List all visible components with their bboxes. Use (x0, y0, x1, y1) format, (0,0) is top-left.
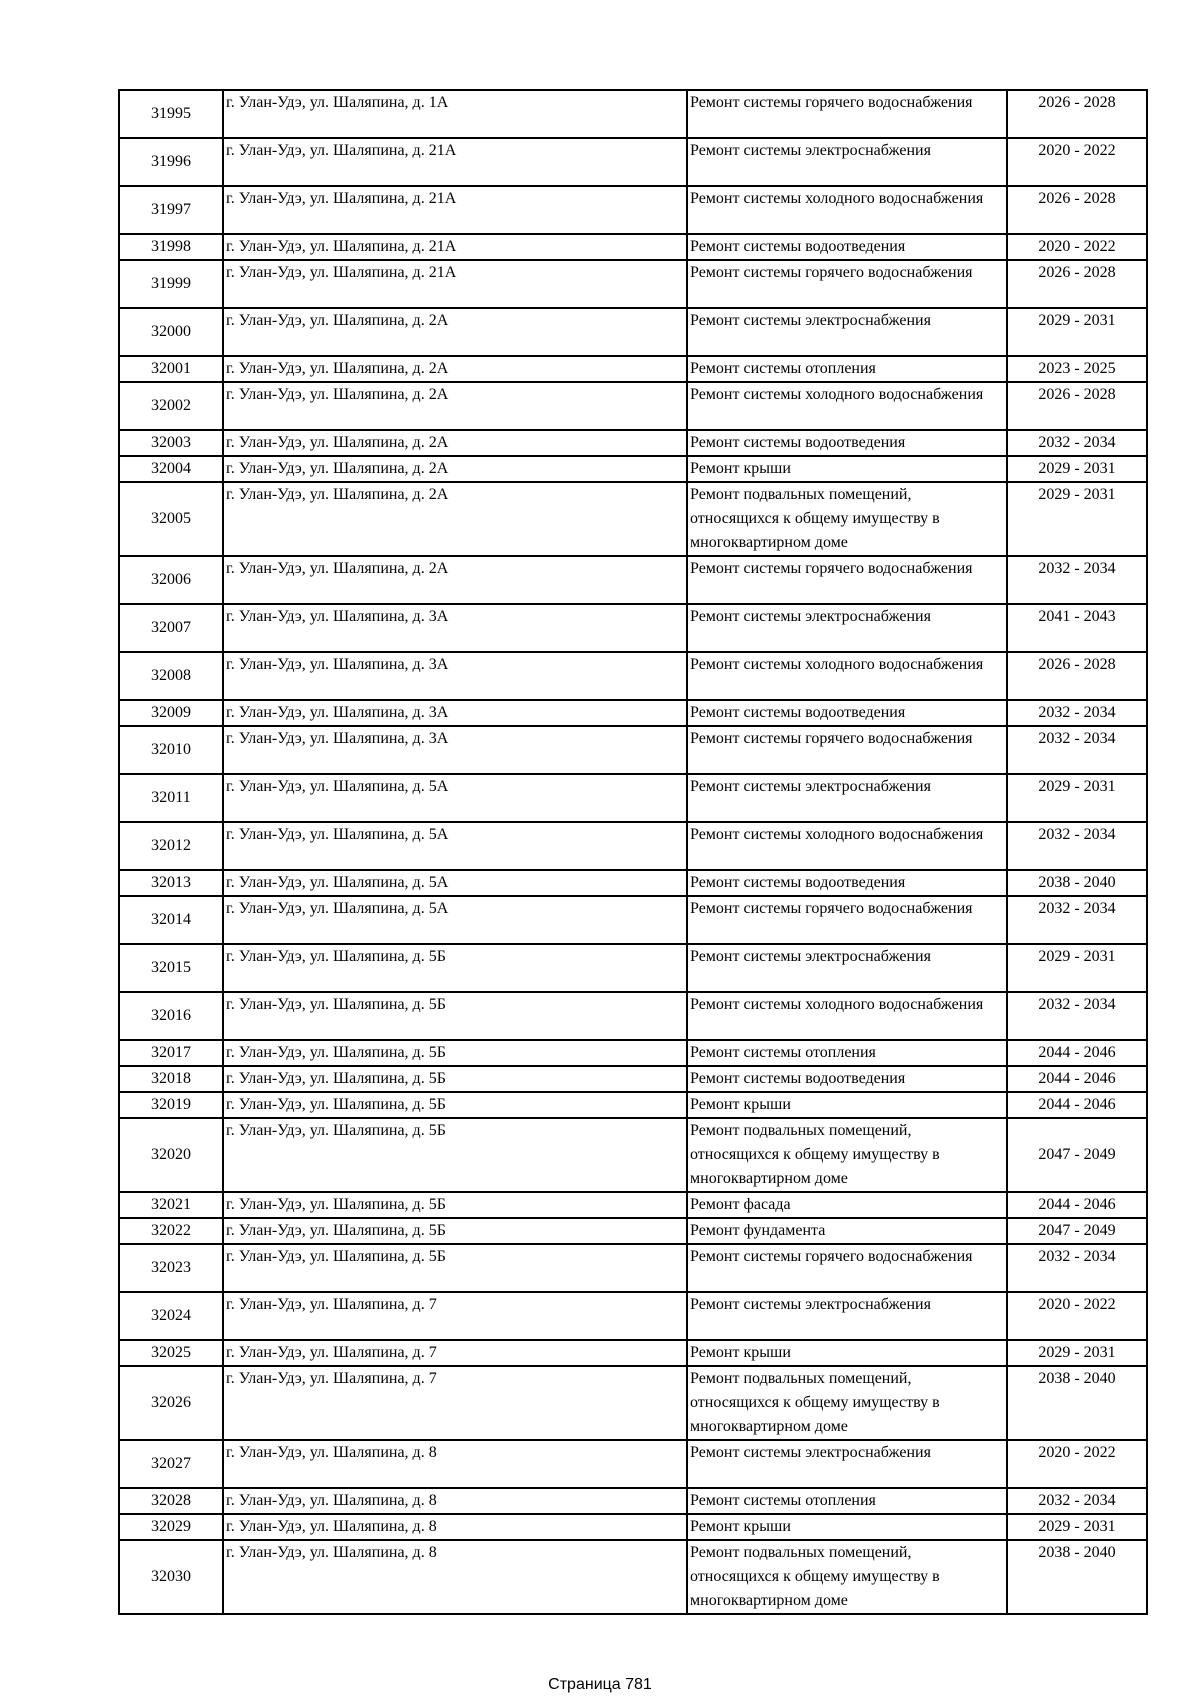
table-row (119, 430, 1147, 456)
period-cell: 2029 - 2031 (1007, 774, 1147, 822)
address-cell: г. Улан-Удэ, ул. Шаляпина, д. 5Б (223, 944, 687, 992)
table-row (119, 456, 1147, 482)
table-row (119, 1340, 1147, 1366)
period-cell: 2026 - 2028 (1007, 186, 1147, 234)
table-row (119, 556, 1147, 604)
table-row (119, 90, 1147, 138)
table-row (119, 308, 1147, 356)
record-number-cell: 32014 (119, 896, 223, 944)
table-row (119, 604, 1147, 652)
work-type-cell: Ремонт подвальных помещений, относящихся к общему имуществу в многоквартирном доме (687, 1118, 1007, 1192)
work-type-cell: Ремонт системы электроснабжения (687, 604, 1007, 652)
work-type-cell: Ремонт системы электроснабжения (687, 138, 1007, 186)
record-number-cell: 32002 (119, 382, 223, 430)
table-row (119, 1040, 1147, 1066)
work-type-cell: Ремонт системы водоотведения (687, 234, 1007, 260)
table-row (119, 1292, 1147, 1340)
work-type-cell: Ремонт фасада (687, 1192, 1007, 1218)
address-cell: г. Улан-Удэ, ул. Шаляпина, д. 5Б (223, 1218, 687, 1244)
address-cell: г. Улан-Удэ, ул. Шаляпина, д. 2А (223, 556, 687, 604)
period-cell: 2026 - 2028 (1007, 652, 1147, 700)
table-row (119, 356, 1147, 382)
address-cell: г. Улан-Удэ, ул. Шаляпина, д. 1А (223, 90, 687, 138)
period-cell: 2044 - 2046 (1007, 1040, 1147, 1066)
record-number-cell: 32019 (119, 1092, 223, 1118)
address-cell: г. Улан-Удэ, ул. Шаляпина, д. 5Б (223, 1092, 687, 1118)
work-type-cell: Ремонт системы электроснабжения (687, 774, 1007, 822)
period-cell: 2023 - 2025 (1007, 356, 1147, 382)
address-cell: г. Улан-Удэ, ул. Шаляпина, д. 3А (223, 652, 687, 700)
record-number-cell: 32028 (119, 1488, 223, 1514)
period-cell: 2032 - 2034 (1007, 992, 1147, 1040)
table-row (119, 1244, 1147, 1292)
period-cell: 2038 - 2040 (1007, 1366, 1147, 1440)
table-row (119, 186, 1147, 234)
address-cell: г. Улан-Удэ, ул. Шаляпина, д. 3А (223, 700, 687, 726)
address-cell: г. Улан-Удэ, ул. Шаляпина, д. 5Б (223, 992, 687, 1040)
table-body (119, 90, 1147, 1614)
period-cell: 2044 - 2046 (1007, 1192, 1147, 1218)
table-row (119, 652, 1147, 700)
address-cell: г. Улан-Удэ, ул. Шаляпина, д. 5А (223, 822, 687, 870)
period-cell: 2047 - 2049 (1007, 1218, 1147, 1244)
record-number-cell: 32017 (119, 1040, 223, 1066)
address-cell: г. Улан-Удэ, ул. Шаляпина, д. 7 (223, 1366, 687, 1440)
record-number-cell: 32010 (119, 726, 223, 774)
work-type-cell: Ремонт системы холодного водоснабжения (687, 652, 1007, 700)
work-type-cell: Ремонт системы горячего водоснабжения (687, 726, 1007, 774)
period-cell: 2032 - 2034 (1007, 822, 1147, 870)
address-cell: г. Улан-Удэ, ул. Шаляпина, д. 2А (223, 430, 687, 456)
record-number-cell: 32005 (119, 482, 223, 556)
table-row (119, 822, 1147, 870)
record-number-cell: 32007 (119, 604, 223, 652)
period-cell: 2044 - 2046 (1007, 1092, 1147, 1118)
work-type-cell: Ремонт подвальных помещений, относящихся к общему имуществу в многоквартирном доме (687, 1366, 1007, 1440)
table-row (119, 896, 1147, 944)
record-number-cell: 32004 (119, 456, 223, 482)
address-cell: г. Улан-Удэ, ул. Шаляпина, д. 5Б (223, 1244, 687, 1292)
table-row (119, 1092, 1147, 1118)
work-type-cell: Ремонт системы холодного водоснабжения (687, 992, 1007, 1040)
address-cell: г. Улан-Удэ, ул. Шаляпина, д. 7 (223, 1340, 687, 1366)
address-cell: г. Улан-Удэ, ул. Шаляпина, д. 21А (223, 138, 687, 186)
record-number-cell: 32029 (119, 1514, 223, 1540)
period-cell: 2026 - 2028 (1007, 382, 1147, 430)
record-number-cell: 32018 (119, 1066, 223, 1092)
table-row (119, 1488, 1147, 1514)
address-cell: г. Улан-Удэ, ул. Шаляпина, д. 21А (223, 260, 687, 308)
work-type-cell: Ремонт системы горячего водоснабжения (687, 556, 1007, 604)
address-cell: г. Улан-Удэ, ул. Шаляпина, д. 5Б (223, 1040, 687, 1066)
work-type-cell: Ремонт крыши (687, 1340, 1007, 1366)
period-cell: 2038 - 2040 (1007, 1540, 1147, 1614)
work-type-cell: Ремонт системы отопления (687, 1040, 1007, 1066)
address-cell: г. Улан-Удэ, ул. Шаляпина, д. 5Б (223, 1066, 687, 1092)
address-cell: г. Улан-Удэ, ул. Шаляпина, д. 2А (223, 356, 687, 382)
period-cell: 2032 - 2034 (1007, 896, 1147, 944)
page-number: Страница 781 (548, 1676, 652, 1693)
record-number-cell: 32016 (119, 992, 223, 1040)
period-cell: 2020 - 2022 (1007, 1440, 1147, 1488)
work-type-cell: Ремонт системы электроснабжения (687, 308, 1007, 356)
work-type-cell: Ремонт системы горячего водоснабжения (687, 260, 1007, 308)
record-number-cell: 32003 (119, 430, 223, 456)
record-number-cell: 31996 (119, 138, 223, 186)
record-number-cell: 32023 (119, 1244, 223, 1292)
work-type-cell: Ремонт системы электроснабжения (687, 1292, 1007, 1340)
address-cell: г. Улан-Удэ, ул. Шаляпина, д. 2А (223, 482, 687, 556)
table-row (119, 774, 1147, 822)
record-number-cell: 32020 (119, 1118, 223, 1192)
record-number-cell: 32030 (119, 1540, 223, 1614)
record-number-cell: 32001 (119, 356, 223, 382)
address-cell: г. Улан-Удэ, ул. Шаляпина, д. 8 (223, 1440, 687, 1488)
period-cell: 2020 - 2022 (1007, 138, 1147, 186)
table-row (119, 1118, 1147, 1192)
table-row (119, 1366, 1147, 1440)
period-cell: 2032 - 2034 (1007, 1488, 1147, 1514)
work-type-cell: Ремонт системы водоотведения (687, 1066, 1007, 1092)
period-cell: 2020 - 2022 (1007, 234, 1147, 260)
record-number-cell: 32021 (119, 1192, 223, 1218)
record-number-cell: 32012 (119, 822, 223, 870)
table-row (119, 1066, 1147, 1092)
period-cell: 2026 - 2028 (1007, 90, 1147, 138)
record-number-cell: 32008 (119, 652, 223, 700)
work-type-cell: Ремонт системы холодного водоснабжения (687, 382, 1007, 430)
work-type-cell: Ремонт системы горячего водоснабжения (687, 896, 1007, 944)
address-cell: г. Улан-Удэ, ул. Шаляпина, д. 5А (223, 870, 687, 896)
address-cell: г. Улан-Удэ, ул. Шаляпина, д. 5А (223, 896, 687, 944)
work-type-cell: Ремонт системы водоотведения (687, 430, 1007, 456)
record-number-cell: 32025 (119, 1340, 223, 1366)
period-cell: 2047 - 2049 (1007, 1118, 1147, 1192)
record-number-cell: 32022 (119, 1218, 223, 1244)
address-cell: г. Улан-Удэ, ул. Шаляпина, д. 2А (223, 308, 687, 356)
work-type-cell: Ремонт системы горячего водоснабжения (687, 90, 1007, 138)
table-row (119, 870, 1147, 896)
work-type-cell: Ремонт подвальных помещений, относящихся к общему имуществу в многоквартирном доме (687, 482, 1007, 556)
work-type-cell: Ремонт системы холодного водоснабжения (687, 822, 1007, 870)
table-row (119, 1192, 1147, 1218)
record-number-cell: 31995 (119, 90, 223, 138)
repair-schedule-table (118, 89, 1148, 1615)
table-row (119, 1440, 1147, 1488)
address-cell: г. Улан-Удэ, ул. Шаляпина, д. 8 (223, 1488, 687, 1514)
period-cell: 2029 - 2031 (1007, 944, 1147, 992)
work-type-cell: Ремонт системы холодного водоснабжения (687, 186, 1007, 234)
period-cell: 2044 - 2046 (1007, 1066, 1147, 1092)
table-row (119, 726, 1147, 774)
work-type-cell: Ремонт системы водоотведения (687, 700, 1007, 726)
record-number-cell: 32013 (119, 870, 223, 896)
period-cell: 2029 - 2031 (1007, 482, 1147, 556)
table-row (119, 1540, 1147, 1614)
period-cell: 2038 - 2040 (1007, 870, 1147, 896)
work-type-cell: Ремонт системы отопления (687, 356, 1007, 382)
record-number-cell: 32027 (119, 1440, 223, 1488)
work-type-cell: Ремонт крыши (687, 456, 1007, 482)
period-cell: 2032 - 2034 (1007, 726, 1147, 774)
record-number-cell: 32006 (119, 556, 223, 604)
address-cell: г. Улан-Удэ, ул. Шаляпина, д. 21А (223, 234, 687, 260)
work-type-cell: Ремонт подвальных помещений, относящихся к общему имуществу в многоквартирном доме (687, 1540, 1007, 1614)
record-number-cell: 32015 (119, 944, 223, 992)
period-cell: 2029 - 2031 (1007, 1340, 1147, 1366)
work-type-cell: Ремонт системы электроснабжения (687, 944, 1007, 992)
period-cell: 2032 - 2034 (1007, 700, 1147, 726)
period-cell: 2029 - 2031 (1007, 308, 1147, 356)
table-row (119, 260, 1147, 308)
period-cell: 2041 - 2043 (1007, 604, 1147, 652)
period-cell: 2020 - 2022 (1007, 1292, 1147, 1340)
table-row (119, 234, 1147, 260)
address-cell: г. Улан-Удэ, ул. Шаляпина, д. 5Б (223, 1118, 687, 1192)
address-cell: г. Улан-Удэ, ул. Шаляпина, д. 5А (223, 774, 687, 822)
work-type-cell: Ремонт крыши (687, 1092, 1007, 1118)
address-cell: г. Улан-Удэ, ул. Шаляпина, д. 2А (223, 456, 687, 482)
record-number-cell: 31997 (119, 186, 223, 234)
table-row (119, 382, 1147, 430)
record-number-cell: 32024 (119, 1292, 223, 1340)
period-cell: 2032 - 2034 (1007, 1244, 1147, 1292)
table-row (119, 1218, 1147, 1244)
work-type-cell: Ремонт крыши (687, 1514, 1007, 1540)
period-cell: 2032 - 2034 (1007, 430, 1147, 456)
table-row (119, 482, 1147, 556)
address-cell: г. Улан-Удэ, ул. Шаляпина, д. 3А (223, 604, 687, 652)
work-type-cell: Ремонт системы горячего водоснабжения (687, 1244, 1007, 1292)
period-cell: 2032 - 2034 (1007, 556, 1147, 604)
address-cell: г. Улан-Удэ, ул. Шаляпина, д. 7 (223, 1292, 687, 1340)
record-number-cell: 31999 (119, 260, 223, 308)
address-cell: г. Улан-Удэ, ул. Шаляпина, д. 8 (223, 1514, 687, 1540)
address-cell: г. Улан-Удэ, ул. Шаляпина, д. 2А (223, 382, 687, 430)
work-type-cell: Ремонт системы отопления (687, 1488, 1007, 1514)
period-cell: 2029 - 2031 (1007, 1514, 1147, 1540)
table-row (119, 1514, 1147, 1540)
table-row (119, 992, 1147, 1040)
record-number-cell: 32011 (119, 774, 223, 822)
table-row (119, 944, 1147, 992)
table-row (119, 138, 1147, 186)
address-cell: г. Улан-Удэ, ул. Шаляпина, д. 8 (223, 1540, 687, 1614)
address-cell: г. Улан-Удэ, ул. Шаляпина, д. 3А (223, 726, 687, 774)
period-cell: 2029 - 2031 (1007, 456, 1147, 482)
record-number-cell: 31998 (119, 234, 223, 260)
work-type-cell: Ремонт системы водоотведения (687, 870, 1007, 896)
work-type-cell: Ремонт системы электроснабжения (687, 1440, 1007, 1488)
address-cell: г. Улан-Удэ, ул. Шаляпина, д. 21А (223, 186, 687, 234)
table-row (119, 700, 1147, 726)
record-number-cell: 32009 (119, 700, 223, 726)
work-type-cell: Ремонт фундамента (687, 1218, 1007, 1244)
address-cell: г. Улан-Удэ, ул. Шаляпина, д. 5Б (223, 1192, 687, 1218)
record-number-cell: 32026 (119, 1366, 223, 1440)
record-number-cell: 32000 (119, 308, 223, 356)
period-cell: 2026 - 2028 (1007, 260, 1147, 308)
